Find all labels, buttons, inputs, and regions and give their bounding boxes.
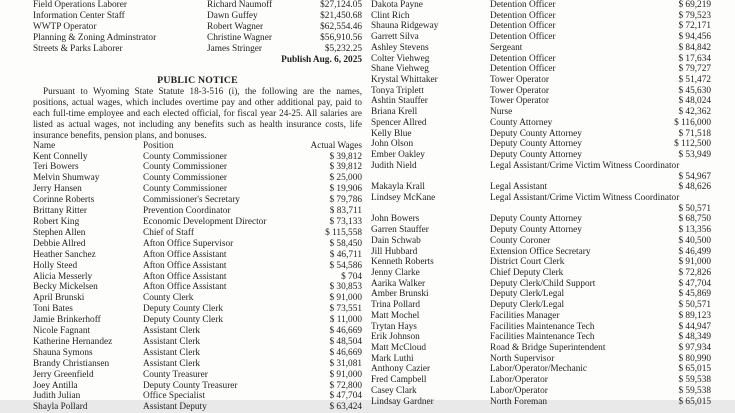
name-cell: Becky Mickelsen — [33, 282, 98, 293]
table-row — [33, 33, 362, 44]
wage-cell: $ 80,990 — [678, 353, 711, 364]
position-cell: Legal Assistant/Crime Victim Witness Coordinator — [490, 160, 680, 171]
position-cell: Facilities Maintenance Tech — [490, 321, 595, 332]
table-row — [371, 150, 711, 161]
table-row — [33, 195, 362, 206]
name-cell: Holly Steed — [33, 260, 78, 271]
wage-cell: $ 72,800 — [329, 380, 362, 391]
position-cell: County Commissioner — [143, 162, 227, 173]
notice-body-paragraph: Pursuant to Wyoming State Statute 18-3-516 (i), the following are the names, positions, actual wages, which includes overtime pay and other additional pay, paid to each full-time employee and each elected official, for fiscal year 24-25. All salaries are listed as actual wages, not including any benefits such as health insurance costs, life insurance benefits, pension plans, and bonuses. — [33, 85, 362, 140]
name-cell: Brandy Christiansen — [33, 358, 110, 369]
table-row — [371, 139, 711, 150]
wage-cell: $ 69,219 — [678, 0, 711, 10]
position-cell: Chief of Staff — [143, 227, 194, 238]
table-row — [33, 261, 362, 272]
wage-cell: $ 58,450 — [329, 238, 362, 249]
position-cell: Deputy Clerk/Child Support — [490, 278, 596, 289]
position-cell: Afton Office Assistant — [143, 249, 227, 260]
table-row — [33, 282, 362, 293]
name-cell: Dain Schwab — [371, 235, 421, 246]
table-row — [371, 300, 711, 311]
table-row — [371, 0, 711, 11]
table-row — [33, 11, 362, 22]
wages-table-left — [33, 152, 362, 413]
table-row — [371, 204, 711, 215]
wage-cell: $ 46,711 — [329, 249, 362, 260]
name-cell: Aarika Walker — [371, 278, 426, 289]
name-cell: Amber Brunski — [371, 289, 429, 300]
wage-cell: $ 30,853 — [329, 282, 362, 293]
position-cell: District Court Clerk — [490, 257, 565, 268]
wage-cell: $ 51,472 — [678, 75, 711, 86]
table-row — [371, 118, 711, 129]
position-cell: Afton Office Supervisor — [143, 238, 234, 249]
notice-title: PUBLIC NOTICE — [157, 74, 238, 86]
name-column-header: Name — [33, 140, 56, 151]
position-cell: Deputy County Treasurer — [143, 380, 238, 391]
table-row — [33, 337, 362, 348]
position-cell: Legal Assistant/Crime Victim Witness Coordinator — [490, 192, 680, 203]
wage-cell: $ 11,000 — [329, 315, 362, 326]
table-row — [33, 0, 362, 11]
table-row — [371, 279, 711, 290]
name-cell: Clint Rich — [371, 10, 410, 21]
table-row — [33, 162, 362, 173]
name-cell: Casey Clark — [371, 385, 417, 396]
wage-cell: $ 25,000 — [329, 173, 362, 184]
wage-cell: $ 89,123 — [678, 310, 711, 321]
name-cell: Trina Pollard — [371, 300, 420, 311]
wage-cell: $ 704 — [341, 271, 362, 282]
position-column-header: Position — [143, 140, 174, 151]
name-cell: Toni Bates — [33, 304, 73, 315]
position-cell: Assistant Clerk — [143, 347, 201, 358]
table-row — [33, 381, 362, 392]
position-cell: County Commissioner — [143, 184, 227, 195]
position-cell: Detention Officer — [490, 21, 556, 32]
position-cell: Streets & Parks Laborer — [33, 43, 123, 54]
name-cell: Corinne Roberts — [33, 195, 95, 206]
table-row — [371, 129, 711, 140]
position-cell: Office Specialist — [143, 391, 206, 402]
table-row — [33, 22, 362, 33]
wage-cell: $5,232.25 — [324, 43, 362, 54]
position-cell: Road & Bridge Superintendent — [490, 343, 606, 353]
name-cell: Ashley Stevens — [371, 42, 429, 53]
wage-cell: $ 65,015 — [678, 364, 711, 375]
name-cell: Robert Wagner — [207, 21, 264, 32]
name-cell: Kent Connelly — [33, 151, 88, 162]
table-row — [33, 391, 362, 402]
table-row — [33, 370, 362, 381]
table-row — [33, 293, 362, 304]
name-cell: Fred Campbell — [371, 375, 427, 386]
left-column — [33, 0, 362, 413]
wage-cell: $ 48,504 — [329, 336, 362, 347]
table-row — [33, 304, 362, 315]
table-row — [371, 172, 711, 183]
name-cell: Lindsay Gardner — [371, 396, 434, 407]
position-cell: Tower Operator — [490, 85, 549, 96]
wage-cell: $ 40,500 — [678, 235, 711, 246]
position-cell: Labor/Operator — [490, 385, 548, 396]
table-row — [33, 250, 362, 261]
wage-cell: $ 73,133 — [329, 216, 362, 227]
table-row — [33, 184, 362, 195]
position-cell: Deputy County Attorney — [490, 225, 582, 236]
position-cell: Deputy Clerk/Legal — [490, 289, 565, 300]
wage-cell: $ 46,669 — [329, 347, 362, 358]
position-cell: Labor/Operator — [490, 375, 548, 386]
table-row — [371, 332, 711, 343]
previous-notice-table — [33, 0, 362, 55]
table-row — [371, 64, 711, 75]
wage-cell: $ 79,523 — [678, 10, 711, 21]
position-cell: Deputy County Attorney — [490, 139, 582, 150]
position-cell: Deputy Clerk/Legal — [490, 300, 565, 311]
wage-cell: $ 91,000 — [678, 257, 711, 268]
table-row — [371, 386, 711, 397]
name-cell: Katherine Hernandez — [33, 336, 113, 347]
name-cell: Lindsey McKane — [371, 192, 436, 203]
wage-cell: $ 39,812 — [329, 162, 362, 173]
position-cell: County Treasurer — [143, 369, 208, 380]
name-cell: James Stringer — [207, 43, 262, 54]
name-cell: Shauna Symons — [33, 347, 93, 358]
name-cell: Shane Viehweg — [371, 64, 429, 75]
name-cell: Robert King — [33, 216, 80, 227]
position-cell: North Foreman — [490, 396, 548, 407]
name-cell: Garrett Silva — [371, 32, 419, 43]
position-cell: Detention Officer — [490, 0, 556, 10]
position-cell: WWTP Operator — [33, 21, 97, 32]
position-cell: Deputy County Attorney — [490, 150, 582, 161]
position-cell: Assistant Deputy — [143, 402, 207, 413]
name-cell: Jenny Clarke — [371, 267, 420, 278]
position-cell: Detention Officer — [490, 64, 556, 75]
name-cell: Ashtin Stauffer — [371, 96, 428, 107]
name-cell: Anthony Cazier — [371, 364, 431, 375]
table-row — [371, 32, 711, 43]
wage-cell: $21,450.68 — [320, 10, 362, 21]
wage-cell: $ 59,538 — [678, 375, 711, 386]
name-cell: Richard Naumoff — [207, 0, 273, 10]
wage-cell: $ 48,024 — [678, 96, 711, 107]
wage-cell: $ 91,000 — [329, 293, 362, 304]
wage-cell: $56,910.56 — [320, 32, 362, 43]
name-cell: Melvin Shumway — [33, 173, 100, 184]
position-cell: Detention Officer — [490, 53, 556, 64]
name-cell: Kenneth Roberts — [371, 257, 434, 268]
name-cell: Trytan Hays — [371, 321, 417, 332]
wage-cell: $ 17,634 — [678, 53, 711, 64]
name-cell: Shauna Ridgeway — [371, 21, 439, 32]
wage-cell: $ 84,842 — [678, 42, 711, 53]
table-row — [371, 54, 711, 65]
right-column — [371, 0, 711, 407]
table-row — [33, 272, 362, 283]
name-cell: Tonya Triplett — [371, 85, 424, 96]
position-cell: Deputy County Clerk — [143, 304, 224, 315]
wage-cell: $ 97,934 — [678, 343, 711, 353]
table-row — [33, 348, 362, 359]
table-row — [371, 96, 711, 107]
table-row — [371, 397, 711, 408]
wages-table-right — [371, 0, 711, 407]
name-cell: Garren Stauffer — [371, 225, 429, 236]
name-cell: Mark Luthi — [371, 353, 414, 364]
name-cell: Teri Bowers — [33, 162, 79, 173]
name-cell: Jerry Greenfield — [33, 369, 94, 380]
wage-cell: $ 83,711 — [329, 206, 362, 217]
position-cell: Field Operations Laborer — [33, 0, 127, 10]
name-cell: Krystal Whittaker — [371, 75, 438, 86]
name-cell: Shayla Pollard — [33, 402, 88, 413]
name-cell: Dawn Guffey — [207, 10, 258, 21]
name-cell: Briana Krell — [371, 107, 418, 118]
position-cell: Prevention Coordinator — [143, 206, 231, 217]
wage-cell: $ 94,456 — [678, 32, 711, 43]
position-cell: Assistant Clerk — [143, 358, 201, 369]
position-cell: Information Center Staff — [33, 10, 125, 21]
table-row — [33, 228, 362, 239]
wage-cell: $ 39,812 — [329, 151, 362, 162]
wage-cell: $ 79,786 — [329, 195, 362, 206]
name-cell: Spencer Allred — [371, 117, 427, 128]
wage-cell: $62,554.46 — [320, 21, 362, 32]
wage-cell: $ 44,947 — [678, 321, 711, 332]
wage-cell: $ 45,630 — [678, 85, 711, 96]
name-cell: April Brunski — [33, 293, 85, 304]
name-cell: Nicole Fagnant — [33, 326, 91, 337]
position-cell: Detention Officer — [490, 32, 556, 43]
table-row — [371, 86, 711, 97]
position-cell: Commissioner's Secretary — [143, 195, 240, 206]
table-row — [33, 239, 362, 250]
position-cell: Tower Operator — [490, 75, 549, 86]
wage-cell: $ 73,551 — [329, 304, 362, 315]
name-cell: Judith Julian — [33, 391, 81, 402]
wage-cell: $ 47,704 — [678, 278, 711, 289]
wage-cell: $ 42,362 — [678, 107, 711, 118]
table-row — [371, 193, 711, 204]
wage-cell: $ 71,518 — [678, 128, 711, 139]
table-row — [371, 225, 711, 236]
name-cell: Colter Viehweg — [371, 53, 430, 64]
wage-cell: $ 59,538 — [678, 385, 711, 396]
name-cell: Jerry Hansen — [33, 184, 82, 195]
column-header-row — [33, 141, 362, 152]
wage-cell: $ 48,626 — [678, 182, 711, 193]
position-cell: Economic Development Director — [143, 216, 267, 227]
position-cell: North Supervisor — [490, 353, 555, 364]
publish-date-line: Publish Aug. 6, 2025 — [281, 54, 362, 65]
table-row — [371, 364, 711, 375]
position-cell: Afton Office Assistant — [143, 260, 227, 271]
table-row — [371, 343, 711, 354]
table-row — [371, 107, 711, 118]
position-cell: County Attorney — [490, 117, 553, 128]
name-cell: Matt Mochel — [371, 310, 420, 321]
position-cell: Facilities Manager — [490, 310, 560, 321]
table-row — [371, 322, 711, 333]
wage-cell: $ 54,586 — [329, 260, 362, 271]
position-cell: Assistant Clerk — [143, 326, 201, 337]
position-cell: Afton Office Assistant — [143, 282, 227, 293]
wage-cell: $ 53,949 — [678, 150, 711, 161]
table-row — [371, 11, 711, 22]
name-cell: Alicia Messerly — [33, 271, 93, 282]
table-row — [371, 182, 711, 193]
name-cell: John Olson — [371, 139, 414, 150]
name-cell: Stephen Allen — [33, 227, 86, 238]
wage-cell: $ 72,826 — [678, 267, 711, 278]
name-cell: Jill Hubbard — [371, 246, 418, 257]
position-cell: Tower Operator — [490, 96, 549, 107]
position-cell: Chief Deputy Clerk — [490, 267, 564, 278]
position-cell: Nurse — [490, 107, 513, 118]
position-cell: Deputy County Attorney — [490, 128, 582, 139]
wage-cell: $ 47,704 — [329, 391, 362, 402]
table-row — [371, 161, 711, 172]
wage-cell: $ 79,727 — [678, 64, 711, 75]
wage-cell: $ 50,571 — [678, 203, 711, 214]
position-cell: Detention Officer — [490, 10, 556, 21]
table-row — [371, 247, 711, 258]
table-row — [33, 359, 362, 370]
table-row — [33, 44, 362, 55]
table-row — [33, 206, 362, 217]
table-row — [371, 311, 711, 322]
position-cell: Deputy County Clerk — [143, 315, 224, 326]
position-cell: County Coroner — [490, 235, 551, 246]
wages-column-header: Actual Wages — [310, 140, 362, 151]
wage-cell: $ 46,669 — [329, 326, 362, 337]
position-cell: Planning & Zoning Adminstrator — [33, 32, 157, 43]
table-row — [371, 214, 711, 225]
position-cell: County Clerk — [143, 293, 194, 304]
wage-cell: $ 112,500 — [674, 139, 711, 150]
wage-cell: $ 48,349 — [678, 332, 711, 343]
name-cell: Makayla Krall — [371, 182, 425, 193]
position-cell: Afton Office Assistant — [143, 271, 227, 282]
wage-cell: $ 72,171 — [678, 21, 711, 32]
name-cell: Judith Nield — [371, 160, 417, 171]
name-cell: Joey Antilla — [33, 380, 78, 391]
name-cell: John Bowers — [371, 214, 420, 225]
table-row — [371, 21, 711, 32]
position-cell: County Commissioner — [143, 173, 227, 184]
position-cell: Extension Office Secretary — [490, 246, 591, 257]
table-row — [33, 173, 362, 184]
wage-cell: $ 68,750 — [678, 214, 711, 225]
position-cell: County Commissioner — [143, 151, 227, 162]
table-row — [33, 152, 362, 163]
table-row — [371, 375, 711, 386]
wage-cell: $ 63,424 — [329, 402, 362, 413]
name-cell: Christine Wagner — [207, 32, 272, 43]
name-cell: Kelly Blue — [371, 128, 412, 139]
wage-cell: $ 46,499 — [678, 246, 711, 257]
position-cell: Deputy County Attorney — [490, 214, 582, 225]
table-row — [371, 43, 711, 54]
position-cell: Sergeant — [490, 42, 523, 53]
name-cell: Jamie Brinkerhoff — [33, 315, 101, 326]
table-row — [33, 217, 362, 228]
name-cell: Ember Oakley — [371, 150, 425, 161]
name-cell: Erik Johnson — [371, 332, 420, 343]
name-cell: Debbie Allred — [33, 238, 86, 249]
wage-cell: $27,124.05 — [320, 0, 362, 10]
table-row — [371, 257, 711, 268]
table-row — [371, 268, 711, 279]
name-cell: Matt McCloud — [371, 343, 427, 353]
wage-cell: $ 19,906 — [329, 184, 362, 195]
table-row — [371, 236, 711, 247]
position-cell: Assistant Clerk — [143, 336, 201, 347]
name-cell: Heather Sanchez — [33, 249, 96, 260]
wage-cell: $ 31,081 — [329, 358, 362, 369]
wage-cell: $ 115,558 — [325, 227, 362, 238]
table-row — [33, 326, 362, 337]
wage-cell: $ 50,571 — [678, 300, 711, 311]
position-cell: Legal Assistant — [490, 182, 548, 193]
position-cell: Labor/Operator/Mechanic — [490, 364, 588, 375]
table-row — [371, 354, 711, 365]
wage-cell: $ 45,869 — [678, 289, 711, 300]
table-row — [33, 315, 362, 326]
name-cell: Brittany Ritter — [33, 206, 87, 217]
wage-cell: $ 65,015 — [678, 396, 711, 407]
wage-cell: $ 91,000 — [329, 369, 362, 380]
wage-cell: $ 54,967 — [678, 171, 711, 182]
name-cell: Dakota Payne — [371, 0, 423, 10]
table-row — [371, 289, 711, 300]
wage-cell: $ 116,000 — [674, 117, 711, 128]
table-row — [33, 402, 362, 413]
table-row — [371, 75, 711, 86]
wage-cell: $ 13,356 — [678, 225, 711, 236]
position-cell: Facilities Maintenance Tech — [490, 332, 595, 343]
